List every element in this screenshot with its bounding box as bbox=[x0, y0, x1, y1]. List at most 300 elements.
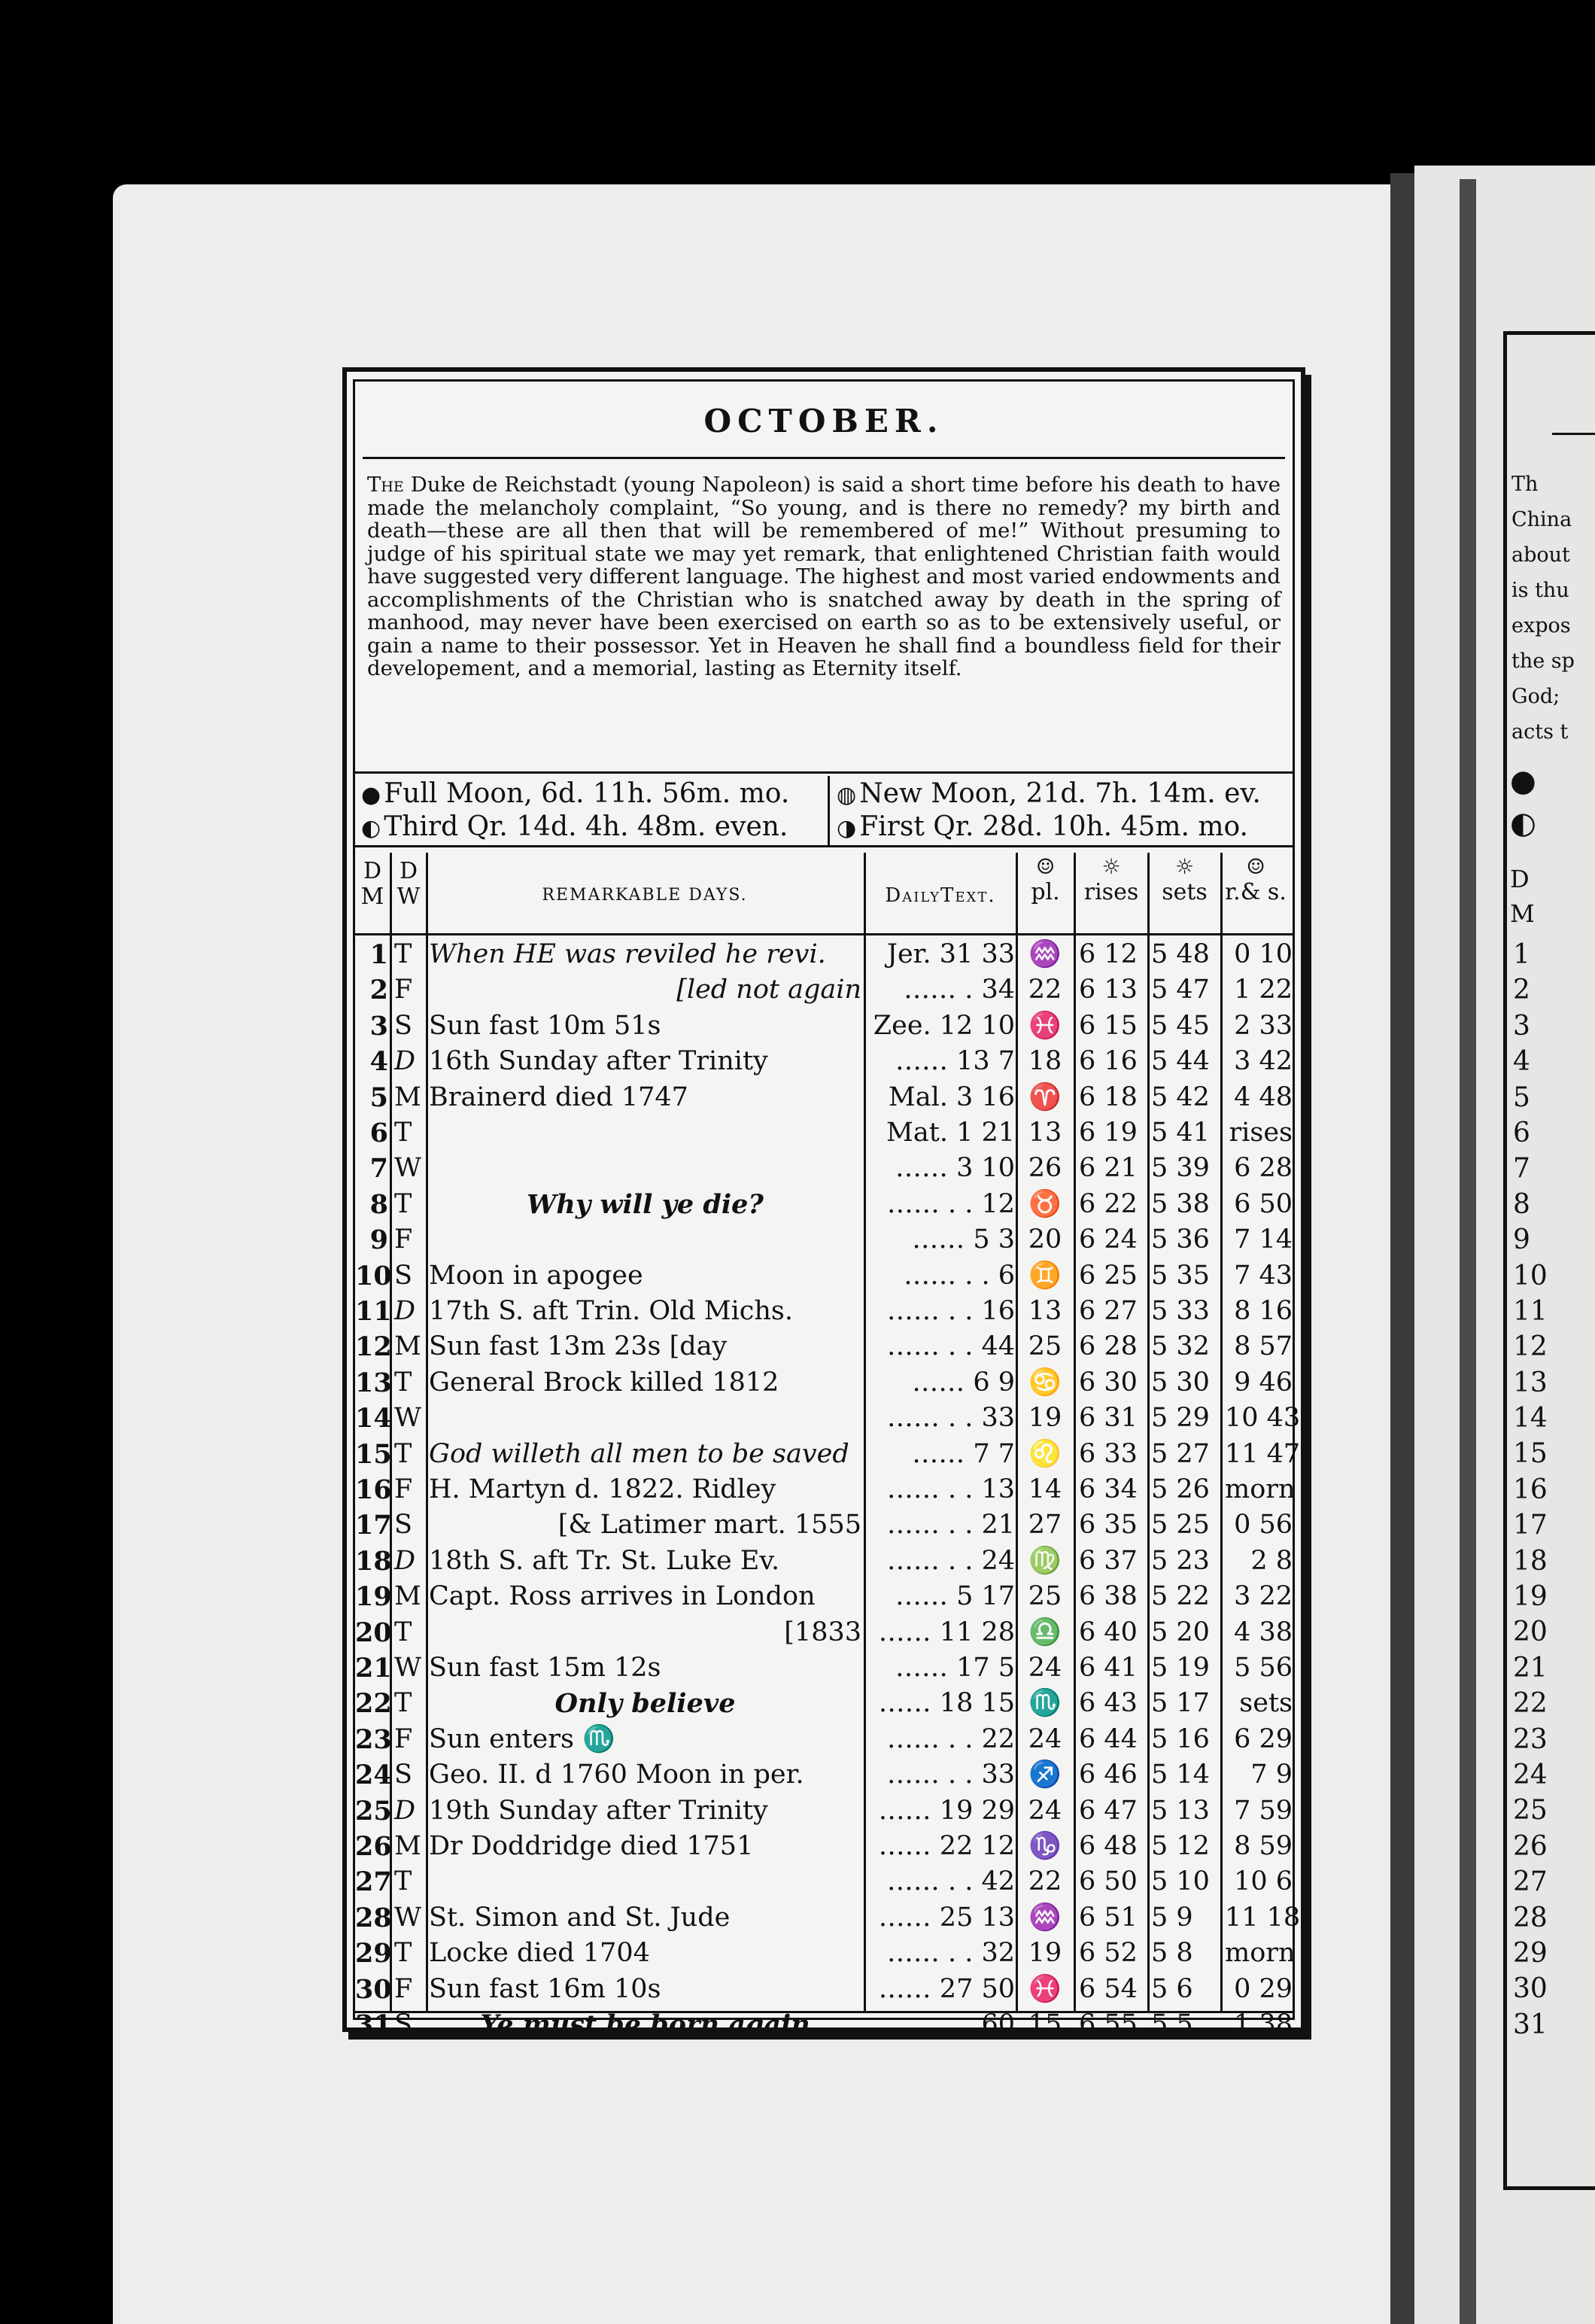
sun-sets: 5 26 bbox=[1151, 1474, 1210, 1504]
daily-text: …… . . 44 bbox=[886, 1331, 1015, 1362]
moon-place: ♈ bbox=[1028, 1081, 1062, 1112]
moon-rise-set: 1 38 bbox=[1234, 2009, 1293, 2040]
sun-rises: 6 37 bbox=[1079, 1545, 1138, 1576]
daily-text: …… 25 13 bbox=[878, 1902, 1015, 1933]
book-gutter bbox=[1390, 173, 1414, 2324]
right-day-numbers bbox=[1513, 937, 1548, 2043]
sun-rises: 6 13 bbox=[1079, 975, 1138, 1005]
day-of-month: 4 bbox=[369, 1046, 388, 1078]
moon-rise-set: 4 38 bbox=[1234, 1617, 1293, 1647]
table-row bbox=[355, 1329, 1293, 1364]
right-page-line: Th bbox=[1511, 473, 1539, 496]
moon-rise-set: sets bbox=[1239, 1688, 1293, 1719]
table-row bbox=[355, 937, 1293, 972]
third-quarter-text: Third Qr. 14d. 4h. 48m. even. bbox=[384, 811, 788, 842]
table-row bbox=[355, 1544, 1293, 1579]
moon-place: 27 bbox=[1028, 1510, 1062, 1541]
moon-rise-set: 10 43 bbox=[1225, 1403, 1301, 1434]
paragraph-text: Duke de Reichstadt (young Napoleon) is said a short time before his death to have made the melancholy complaint, “So young, and is there no remedy? my birth and death—these are all then that will be remembered of me!” Without presuming to judge of his spiritual state we may yet remark, that enlightened Christian faith would have suggested very different language. The highest and most varied endowments and accomplishments of the Christian who is snatched away by death in the spring of manhood, may never have been exercised on earth so as to be extensively useful, or gain a name to their possessor. Yet in Heaven he shall find a boundless field for their developement, and a memorial, lasting as Eternity itself. bbox=[367, 473, 1281, 680]
sun-rises: 6 54 bbox=[1079, 1973, 1138, 2004]
header-rule bbox=[355, 933, 1293, 935]
right-page-shadow bbox=[1460, 179, 1476, 2324]
sun-rises: 6 46 bbox=[1079, 1760, 1138, 1790]
moon-place: ♒ bbox=[1028, 1902, 1062, 1933]
header-pl-label: pl. bbox=[1031, 879, 1060, 905]
sun-rises: 6 34 bbox=[1079, 1474, 1138, 1504]
table-row bbox=[355, 1187, 1293, 1222]
day-of-week: W bbox=[394, 1902, 421, 1933]
sun-sets: 5 8 bbox=[1151, 1938, 1193, 1969]
right-day-number: 8 bbox=[1513, 1188, 1530, 1220]
sun-rises: 6 21 bbox=[1079, 1153, 1138, 1184]
sun-sets: 5 22 bbox=[1151, 1581, 1210, 1612]
day-of-week: D bbox=[394, 1296, 416, 1326]
moon-rise-set: 0 56 bbox=[1234, 1510, 1293, 1541]
header-moon-rise-set bbox=[1222, 854, 1290, 905]
moon-rise-set: 8 16 bbox=[1234, 1296, 1293, 1326]
day-of-week: F bbox=[394, 1723, 413, 1754]
moon-place: ♌ bbox=[1028, 1438, 1062, 1469]
table-bottom-rule bbox=[355, 2011, 1293, 2013]
day-of-week: T bbox=[394, 1866, 412, 1897]
remarkable-day: Dr Doddridge died 1751 bbox=[429, 1831, 754, 1861]
remarkable-day: Sun enters ♏ bbox=[429, 1723, 615, 1754]
daily-text: …… 5 3 bbox=[912, 1224, 1015, 1255]
moon-rise-set: 0 10 bbox=[1234, 939, 1293, 969]
sun-sets: 5 38 bbox=[1151, 1188, 1210, 1219]
remarkable-day: H. Martyn d. 1822. Ridley bbox=[429, 1474, 776, 1504]
new-moon-line bbox=[837, 777, 1261, 812]
moon-rise-set: rises bbox=[1229, 1118, 1293, 1148]
remarkable-day: Sun fast 13m 23s [day bbox=[429, 1331, 728, 1362]
sun-sets: 5 33 bbox=[1151, 1296, 1210, 1326]
right-day-number: 30 bbox=[1513, 1973, 1548, 2005]
header-sets-label: sets bbox=[1162, 879, 1208, 905]
right-title-rule bbox=[1552, 433, 1595, 435]
full-moon-icon: ● bbox=[361, 782, 381, 808]
sun-rises-icon: ☼ bbox=[1101, 854, 1121, 879]
remarkable-day: St. Simon and St. Jude bbox=[429, 1902, 731, 1933]
moon-rise-set: 11 47 bbox=[1225, 1438, 1301, 1469]
moon-rise-set: 7 43 bbox=[1234, 1260, 1293, 1291]
table-row bbox=[355, 1008, 1293, 1044]
table-row bbox=[355, 1757, 1293, 1793]
day-of-month: 31 bbox=[355, 2009, 392, 2040]
day-of-week: T bbox=[394, 1438, 412, 1469]
day-of-month: 12 bbox=[355, 1331, 392, 1363]
daily-text: …… . . 24 bbox=[886, 1545, 1015, 1576]
intro-paragraph bbox=[367, 473, 1281, 680]
right-day-number: 13 bbox=[1513, 1367, 1548, 1398]
right-day-number: 18 bbox=[1513, 1545, 1548, 1577]
table-row bbox=[355, 1579, 1293, 1614]
day-of-month: 1 bbox=[369, 939, 388, 970]
day-of-month: 9 bbox=[369, 1224, 388, 1256]
moon-rise-set: 2 8 bbox=[1250, 1545, 1293, 1576]
day-of-month: 28 bbox=[355, 1902, 392, 1933]
daily-text: …… . . 13 bbox=[886, 1474, 1015, 1504]
right-day-number: 3 bbox=[1513, 1010, 1530, 1042]
new-moon-text: New Moon, 21d. 7h. 14m. ev. bbox=[859, 778, 1261, 809]
right-page-line: about bbox=[1511, 543, 1570, 567]
remarkable-day: 19th Sunday after Trinity bbox=[429, 1795, 768, 1826]
sun-rises: 6 51 bbox=[1079, 1902, 1138, 1933]
almanac-frame bbox=[342, 367, 1305, 2040]
table-row bbox=[355, 1044, 1293, 1079]
daily-text: …… . . 16 bbox=[886, 1296, 1015, 1326]
right-page-line: expos bbox=[1511, 614, 1571, 637]
table-row bbox=[355, 1294, 1293, 1329]
sun-sets: 5 17 bbox=[1151, 1688, 1210, 1719]
day-of-month: 19 bbox=[355, 1581, 392, 1613]
day-of-week: M bbox=[394, 1331, 421, 1362]
table-row bbox=[355, 1258, 1293, 1294]
day-of-week: S bbox=[394, 1510, 412, 1541]
daily-text: …… 6 9 bbox=[912, 1367, 1015, 1398]
moon-rise-set: morn bbox=[1225, 1938, 1296, 1969]
calendar-table bbox=[355, 853, 1301, 2040]
paragraph-drop-word: The bbox=[367, 473, 404, 497]
sun-rises: 6 30 bbox=[1079, 1367, 1138, 1398]
remarkable-day: Moon in apogee bbox=[429, 1260, 643, 1291]
header-remarkable-days: REMARKABLE DAYS. bbox=[542, 886, 748, 905]
right-day-number: 26 bbox=[1513, 1830, 1548, 1862]
day-of-month: 6 bbox=[369, 1118, 388, 1148]
daily-text: …… 11 28 bbox=[878, 1617, 1015, 1647]
daily-text: …… . . 33 bbox=[886, 1760, 1015, 1790]
sun-sets: 5 41 bbox=[1151, 1118, 1210, 1148]
sun-sets: 5 9 bbox=[1151, 1902, 1193, 1933]
table-row bbox=[355, 1829, 1293, 1864]
day-of-month: 27 bbox=[355, 1866, 392, 1898]
day-of-month: 24 bbox=[355, 1760, 392, 1791]
moon-place: ♍ bbox=[1028, 1545, 1062, 1576]
day-of-week: F bbox=[394, 1224, 413, 1255]
remarkable-day: God willeth all men to be saved bbox=[429, 1438, 849, 1469]
sun-rises: 6 50 bbox=[1079, 1866, 1138, 1897]
sun-rises: 6 25 bbox=[1079, 1260, 1138, 1291]
moon-place: ♋ bbox=[1028, 1367, 1062, 1398]
day-of-week: S bbox=[394, 1010, 412, 1041]
sun-sets: 5 20 bbox=[1151, 1617, 1210, 1647]
sun-sets: 5 47 bbox=[1151, 975, 1210, 1005]
sun-sets: 5 29 bbox=[1151, 1403, 1210, 1434]
right-day-number: 23 bbox=[1513, 1723, 1548, 1755]
moon-place: ♓ bbox=[1028, 1973, 1062, 2004]
daily-text: …… 18 15 bbox=[878, 1688, 1015, 1719]
right-moon-icons bbox=[1510, 760, 1536, 844]
day-of-month: 3 bbox=[369, 1010, 388, 1042]
day-of-month: 23 bbox=[355, 1723, 392, 1755]
right-page-line: the sp bbox=[1511, 649, 1575, 673]
sun-sets: 5 10 bbox=[1151, 1866, 1210, 1897]
right-day-number: 6 bbox=[1513, 1117, 1530, 1148]
sun-sets: 5 39 bbox=[1151, 1153, 1210, 1184]
sun-sets: 5 30 bbox=[1151, 1367, 1210, 1398]
right-day-number: 27 bbox=[1513, 1866, 1548, 1898]
remarkable-day: [& Latimer mart. 1555 bbox=[557, 1510, 861, 1541]
day-of-week: W bbox=[394, 1153, 421, 1184]
sun-rises: 6 27 bbox=[1079, 1296, 1138, 1326]
moon-rise-set: 6 28 bbox=[1234, 1153, 1293, 1184]
right-day-number: 20 bbox=[1513, 1617, 1548, 1648]
day-of-week: T bbox=[394, 1367, 412, 1398]
title-rule bbox=[363, 457, 1285, 459]
day-of-month: 14 bbox=[355, 1403, 392, 1434]
day-of-week: M bbox=[394, 1081, 421, 1112]
day-of-month: 5 bbox=[369, 1081, 388, 1113]
moon-rise-set: 7 14 bbox=[1234, 1224, 1293, 1255]
sun-rises: 6 35 bbox=[1079, 1510, 1138, 1541]
daily-text: …… . . 32 bbox=[886, 1938, 1015, 1969]
sun-sets: 5 36 bbox=[1151, 1224, 1210, 1255]
right-day-number: 4 bbox=[1513, 1046, 1530, 1078]
sun-sets: 5 42 bbox=[1151, 1081, 1210, 1112]
table-row bbox=[355, 1650, 1293, 1686]
remarkable-day: Sun fast 15m 12s bbox=[429, 1653, 661, 1683]
day-of-week: T bbox=[394, 939, 412, 969]
moon-rs-face-icon: ☺ bbox=[1246, 854, 1265, 879]
moon-place: 14 bbox=[1028, 1474, 1062, 1504]
daily-text: …… 13 7 bbox=[895, 1046, 1015, 1077]
daily-text: …… 3 10 bbox=[895, 1153, 1015, 1184]
remarkable-day: Locke died 1704 bbox=[429, 1938, 650, 1969]
sun-rises: 6 40 bbox=[1079, 1617, 1138, 1647]
header-rises-label: rises bbox=[1083, 879, 1139, 905]
day-of-month: 15 bbox=[355, 1438, 392, 1470]
sun-rises: 6 18 bbox=[1079, 1081, 1138, 1112]
header-day-month bbox=[355, 859, 390, 910]
table-row bbox=[355, 1900, 1301, 1936]
moon-rise-set: 7 9 bbox=[1250, 1760, 1293, 1790]
right-page-text bbox=[1511, 467, 1575, 750]
remarkable-day: Ye must be born again bbox=[480, 2009, 810, 2040]
sun-rises: 6 38 bbox=[1079, 1581, 1138, 1612]
day-of-week: M bbox=[394, 1581, 421, 1612]
moon-place: 15 bbox=[1028, 2009, 1062, 2040]
sun-sets-icon: ☼ bbox=[1174, 854, 1195, 879]
right-day-number: 19 bbox=[1513, 1581, 1548, 1613]
month-title: OCTOBER. bbox=[703, 403, 944, 440]
daily-text: …… . . 60 bbox=[886, 2009, 1015, 2040]
sun-rises: 6 48 bbox=[1079, 1831, 1138, 1861]
sun-sets: 5 12 bbox=[1151, 1831, 1210, 1861]
sun-rises: 6 43 bbox=[1079, 1688, 1138, 1719]
sun-sets: 5 5 bbox=[1151, 2009, 1193, 2040]
right-day-number: 22 bbox=[1513, 1688, 1548, 1720]
day-of-week: T bbox=[394, 1688, 412, 1719]
day-of-month: 18 bbox=[355, 1545, 392, 1577]
sun-sets: 5 25 bbox=[1151, 1510, 1210, 1541]
moon-place: 24 bbox=[1028, 1723, 1062, 1754]
day-of-month: 25 bbox=[355, 1795, 392, 1827]
sun-rises: 6 33 bbox=[1079, 1438, 1138, 1469]
day-of-month: 20 bbox=[355, 1617, 392, 1648]
right-day-number: 11 bbox=[1513, 1295, 1548, 1327]
right-day-number: 7 bbox=[1513, 1153, 1530, 1185]
sun-sets: 5 19 bbox=[1151, 1653, 1210, 1683]
header-daily-text: DailyText. bbox=[885, 884, 996, 907]
day-of-month: 29 bbox=[355, 1938, 392, 1970]
right-day-number: 28 bbox=[1513, 1902, 1548, 1933]
sun-rises: 6 16 bbox=[1079, 1046, 1138, 1077]
right-page-line: God; bbox=[1511, 685, 1560, 708]
moon-place: 13 bbox=[1028, 1296, 1062, 1326]
remarkable-day: Sun fast 16m 10s bbox=[429, 1973, 661, 2004]
sun-rises: 6 52 bbox=[1079, 1938, 1138, 1969]
daily-text: …… . 34 bbox=[904, 975, 1015, 1005]
moon-rise-set: 4 48 bbox=[1234, 1081, 1293, 1112]
day-of-week: S bbox=[394, 1760, 412, 1790]
sun-rises: 6 24 bbox=[1079, 1224, 1138, 1255]
table-row bbox=[355, 1686, 1293, 1721]
right-day-number: 10 bbox=[1513, 1260, 1548, 1291]
daily-text: Zee. 12 10 bbox=[873, 1010, 1015, 1041]
paragraph-rule bbox=[355, 771, 1293, 774]
moon-rise-set: 3 22 bbox=[1234, 1581, 1293, 1612]
right-moon-icon: ◐ bbox=[1510, 806, 1536, 841]
moon-place: 13 bbox=[1028, 1118, 1062, 1148]
moon-place: ♊ bbox=[1028, 1260, 1062, 1291]
table-row bbox=[355, 1793, 1293, 1829]
header-rs-label: r.& s. bbox=[1225, 879, 1287, 905]
day-of-week: W bbox=[394, 1653, 421, 1683]
header-dm-m: M bbox=[360, 884, 384, 910]
moon-place: ♎ bbox=[1028, 1617, 1062, 1647]
moon-rise-set: 8 57 bbox=[1234, 1331, 1293, 1362]
moon-phases bbox=[355, 776, 1293, 847]
right-day-number: 14 bbox=[1513, 1403, 1548, 1434]
moon-rise-set: 3 42 bbox=[1234, 1046, 1293, 1077]
right-day-number: 12 bbox=[1513, 1331, 1548, 1363]
daily-text: …… 19 29 bbox=[878, 1795, 1015, 1826]
sun-rises: 6 41 bbox=[1079, 1653, 1138, 1683]
moon-place: ♑ bbox=[1028, 1831, 1062, 1861]
right-moon-icon: ● bbox=[1510, 764, 1536, 798]
third-quarter-line bbox=[361, 811, 788, 845]
day-of-month: 8 bbox=[369, 1188, 388, 1220]
table-row bbox=[355, 1507, 1293, 1543]
remarkable-day: When HE was reviled he revi. bbox=[429, 939, 826, 969]
right-day-number: 29 bbox=[1513, 1937, 1548, 1969]
moon-rise-set: 6 50 bbox=[1234, 1188, 1293, 1219]
table-row bbox=[355, 1401, 1301, 1436]
header-day-week bbox=[391, 859, 426, 910]
table-row bbox=[355, 1115, 1293, 1151]
header-moon-place bbox=[1017, 854, 1074, 905]
right-day-number: 2 bbox=[1513, 975, 1530, 1006]
full-moon-text: Full Moon, 6d. 11h. 56m. mo. bbox=[384, 778, 790, 809]
day-of-month: 7 bbox=[369, 1153, 388, 1185]
table-row bbox=[355, 1080, 1293, 1115]
sun-rises: 6 28 bbox=[1079, 1331, 1138, 1362]
sun-sets: 5 44 bbox=[1151, 1046, 1210, 1077]
moon-rise-set: morn bbox=[1225, 1474, 1296, 1504]
table-row bbox=[355, 1222, 1293, 1258]
right-page-frame bbox=[1503, 331, 1595, 2190]
day-of-week: D bbox=[394, 1795, 416, 1826]
first-quarter-text: First Qr. 28d. 10h. 45m. mo. bbox=[859, 811, 1249, 842]
moon-place: 26 bbox=[1028, 1153, 1062, 1184]
right-day-number: 21 bbox=[1513, 1652, 1548, 1684]
table-row bbox=[355, 1972, 1293, 2007]
moon-divider bbox=[828, 776, 830, 845]
moon-rise-set: 6 29 bbox=[1234, 1723, 1293, 1754]
sun-rises: 6 19 bbox=[1079, 1118, 1138, 1148]
moon-rise-set: 11 18 bbox=[1225, 1902, 1301, 1933]
right-day-number: 24 bbox=[1513, 1759, 1548, 1790]
right-header-letter: M bbox=[1510, 899, 1535, 928]
right-day-number: 5 bbox=[1513, 1081, 1530, 1113]
moon-rise-set: 5 56 bbox=[1234, 1653, 1293, 1683]
remarkable-day: Why will ye die? bbox=[527, 1188, 764, 1220]
sun-rises: 6 44 bbox=[1079, 1723, 1138, 1754]
remarkable-day: Sun fast 10m 51s bbox=[429, 1010, 661, 1041]
day-of-month: 11 bbox=[355, 1296, 392, 1327]
day-of-month: 17 bbox=[355, 1510, 392, 1541]
sun-sets: 5 6 bbox=[1151, 1973, 1193, 2004]
daily-text: …… . . 6 bbox=[904, 1260, 1015, 1291]
daily-text: …… 5 17 bbox=[895, 1581, 1015, 1612]
table-row bbox=[355, 1151, 1293, 1186]
remarkable-day: Brainerd died 1747 bbox=[429, 1081, 688, 1112]
day-of-week: D bbox=[394, 1046, 416, 1077]
daily-text: …… . . 33 bbox=[886, 1403, 1015, 1434]
sun-sets: 5 45 bbox=[1151, 1010, 1210, 1041]
table-row bbox=[355, 1437, 1301, 1472]
sun-sets: 5 35 bbox=[1151, 1260, 1210, 1291]
moon-rise-set: 7 59 bbox=[1234, 1795, 1293, 1826]
day-of-week: T bbox=[394, 1617, 412, 1647]
daily-text: …… . . 12 bbox=[886, 1188, 1015, 1219]
moon-place: 24 bbox=[1028, 1653, 1062, 1683]
table-row bbox=[355, 972, 1293, 1008]
day-of-week: F bbox=[394, 975, 413, 1005]
sun-sets: 5 23 bbox=[1151, 1545, 1210, 1576]
new-moon-icon: ◍ bbox=[837, 782, 857, 808]
day-of-month: 10 bbox=[355, 1260, 392, 1291]
remarkable-day: Capt. Ross arrives in London bbox=[429, 1581, 816, 1612]
table-row bbox=[355, 1615, 1293, 1650]
moon-place: 24 bbox=[1028, 1795, 1062, 1826]
remarkable-day: [1833 bbox=[784, 1617, 861, 1647]
day-of-week: T bbox=[394, 1938, 412, 1969]
moon-place: ♓ bbox=[1028, 1010, 1062, 1041]
sun-sets: 5 16 bbox=[1151, 1723, 1210, 1754]
first-quarter-line bbox=[837, 811, 1248, 845]
moon-rise-set: 2 33 bbox=[1234, 1010, 1293, 1041]
remarkable-day: [led not again bbox=[676, 975, 861, 1005]
remarkable-day: 17th S. aft Trin. Old Michs. bbox=[429, 1296, 794, 1326]
table-row bbox=[355, 1722, 1293, 1757]
almanac-inner bbox=[353, 379, 1301, 2040]
moon-place: 20 bbox=[1028, 1224, 1062, 1255]
right-day-number: 31 bbox=[1513, 2009, 1548, 2040]
table-row bbox=[355, 1936, 1296, 1971]
remarkable-day: Only believe bbox=[554, 1688, 736, 1720]
day-of-week: T bbox=[394, 1188, 412, 1219]
daily-text: …… 7 7 bbox=[912, 1438, 1015, 1469]
daily-text: Mat. 1 21 bbox=[886, 1118, 1015, 1148]
day-of-month: 21 bbox=[355, 1653, 392, 1684]
daily-text: …… 17 5 bbox=[895, 1653, 1015, 1683]
right-day-number: 1 bbox=[1513, 939, 1530, 970]
day-of-week: M bbox=[394, 1831, 421, 1861]
day-of-month: 16 bbox=[355, 1474, 392, 1505]
sun-rises: 6 15 bbox=[1079, 1010, 1138, 1041]
right-header-letter: D bbox=[1510, 865, 1530, 893]
day-of-week: T bbox=[394, 1118, 412, 1148]
